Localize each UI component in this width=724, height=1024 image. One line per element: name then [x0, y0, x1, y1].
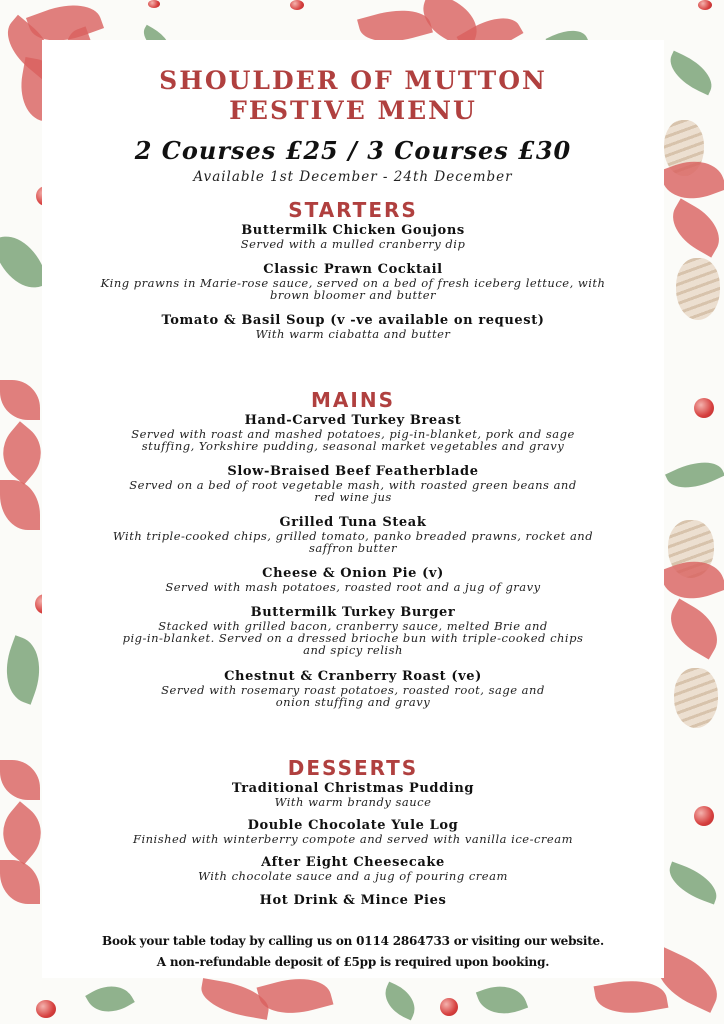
dish-name: Hand-Carved Turkey Breast [244, 413, 462, 428]
dish-name: Chestnut & Cranberry Roast (ve) [224, 669, 482, 684]
dish-name: Hot Drink & Mince Pies [259, 893, 447, 908]
red-berry-icon [290, 0, 304, 10]
poinsettia-icon [0, 760, 44, 910]
poinsettia-icon [200, 978, 340, 1024]
dish-name: Buttermilk Turkey Burger [250, 605, 456, 620]
red-berry-icon [36, 1000, 56, 1018]
menu-item [42, 856, 664, 882]
menu-item [42, 670, 664, 708]
menu-item [42, 606, 664, 656]
dish-description: With warm brandy sauce [274, 795, 432, 809]
poinsettia-icon [664, 560, 724, 670]
dish-name: Traditional Christmas Pudding [231, 781, 475, 796]
menu-item [42, 782, 664, 808]
dish-name: Tomato & Basil Soup (v -ve available on request) [161, 313, 545, 328]
desserts-heading: DESSERTS [287, 756, 419, 780]
menu-item [42, 567, 664, 593]
dish-name: Cheese & Onion Pie (v) [262, 566, 444, 581]
holly-leaf-icon [476, 977, 528, 1022]
red-berry-icon [698, 0, 712, 10]
dish-description: Served with roast and mashed potatoes, pig-in-blanket, pork and sage stuffing, Yorkshire pudding, seasonal market vegetables and gravy [131, 427, 575, 453]
dish-description: Served with mash potatoes, roasted root and a jug of gravy [165, 580, 541, 594]
menu-item [42, 819, 664, 845]
menu-title-line2: FESTIVE MENU [229, 96, 477, 125]
menu-item [42, 894, 664, 908]
menu-title [42, 66, 664, 126]
menu-title-line1: SHOULDER OF MUTTON [159, 66, 547, 95]
dish-description: Stacked with grilled bacon, cranberry sauce, melted Brie and pig-in-blanket. Served on a dressed brioche bun with triple-cooked chips and spicy relish [122, 619, 584, 657]
mains-heading: MAINS [311, 388, 395, 412]
menu-item [42, 224, 664, 250]
dish-name: Double Chocolate Yule Log [247, 818, 459, 833]
dish-name: Classic Prawn Cocktail [263, 262, 443, 277]
starters-heading: STARTERS [288, 198, 418, 222]
red-berry-icon [148, 0, 160, 8]
dish-description: With triple-cooked chips, grilled tomato, panko breaded prawns, rocket and saffron butter [112, 529, 594, 555]
dish-description: Served with rosemary roast potatoes, roasted root, sage and onion stuffing and gravy [161, 683, 545, 709]
menu-item [42, 263, 664, 301]
menu-item [42, 465, 664, 503]
pine-cone-icon [674, 668, 718, 728]
dish-name: Buttermilk Chicken Goujons [241, 223, 465, 238]
poinsettia-icon [0, 360, 44, 540]
holly-leaf-icon [663, 862, 723, 905]
red-berry-icon [440, 998, 458, 1016]
menu-item [42, 314, 664, 340]
booking-line: Book your table today by calling us on 0114 2864733 or visiting our website. [102, 934, 604, 948]
holly-leaf-icon [665, 452, 724, 498]
dish-description: With warm ciabatta and butter [255, 327, 451, 341]
dish-description: King prawns in Marie-rose sauce, served on a bed of fresh iceberg lettuce, with brown bloomer and butter [100, 276, 606, 302]
dish-name: After Eight Cheesecake [261, 855, 445, 870]
pine-cone-icon [676, 258, 720, 320]
price-line: 2 Courses £25 / 3 Courses £30 [134, 136, 572, 165]
deposit-line: A non-refundable deposit of £5pp is required upon booking. [156, 955, 550, 969]
menu-item [42, 414, 664, 452]
holly-leaf-icon [85, 976, 135, 1022]
holly-leaf-icon [663, 51, 719, 96]
red-berry-icon [694, 398, 714, 418]
dish-description: Finished with winterberry compote and served with vanilla ice-cream [132, 832, 573, 846]
availability-dates: Available 1st December - 24th December [193, 169, 513, 185]
dish-description: Served with a mulled cranberry dip [240, 237, 466, 251]
dish-description: With chocolate sauce and a jug of pouring cream [198, 869, 508, 883]
holly-leaf-icon [378, 982, 422, 1021]
dish-description: Served on a bed of root vegetable mash, with roasted green beans and red wine jus [129, 478, 577, 504]
dish-name: Grilled Tuna Steak [279, 515, 427, 530]
booking-info [42, 931, 664, 973]
red-berry-icon [694, 806, 714, 826]
dish-name: Slow-Braised Beef Featherblade [227, 464, 479, 479]
menu-item [42, 516, 664, 554]
